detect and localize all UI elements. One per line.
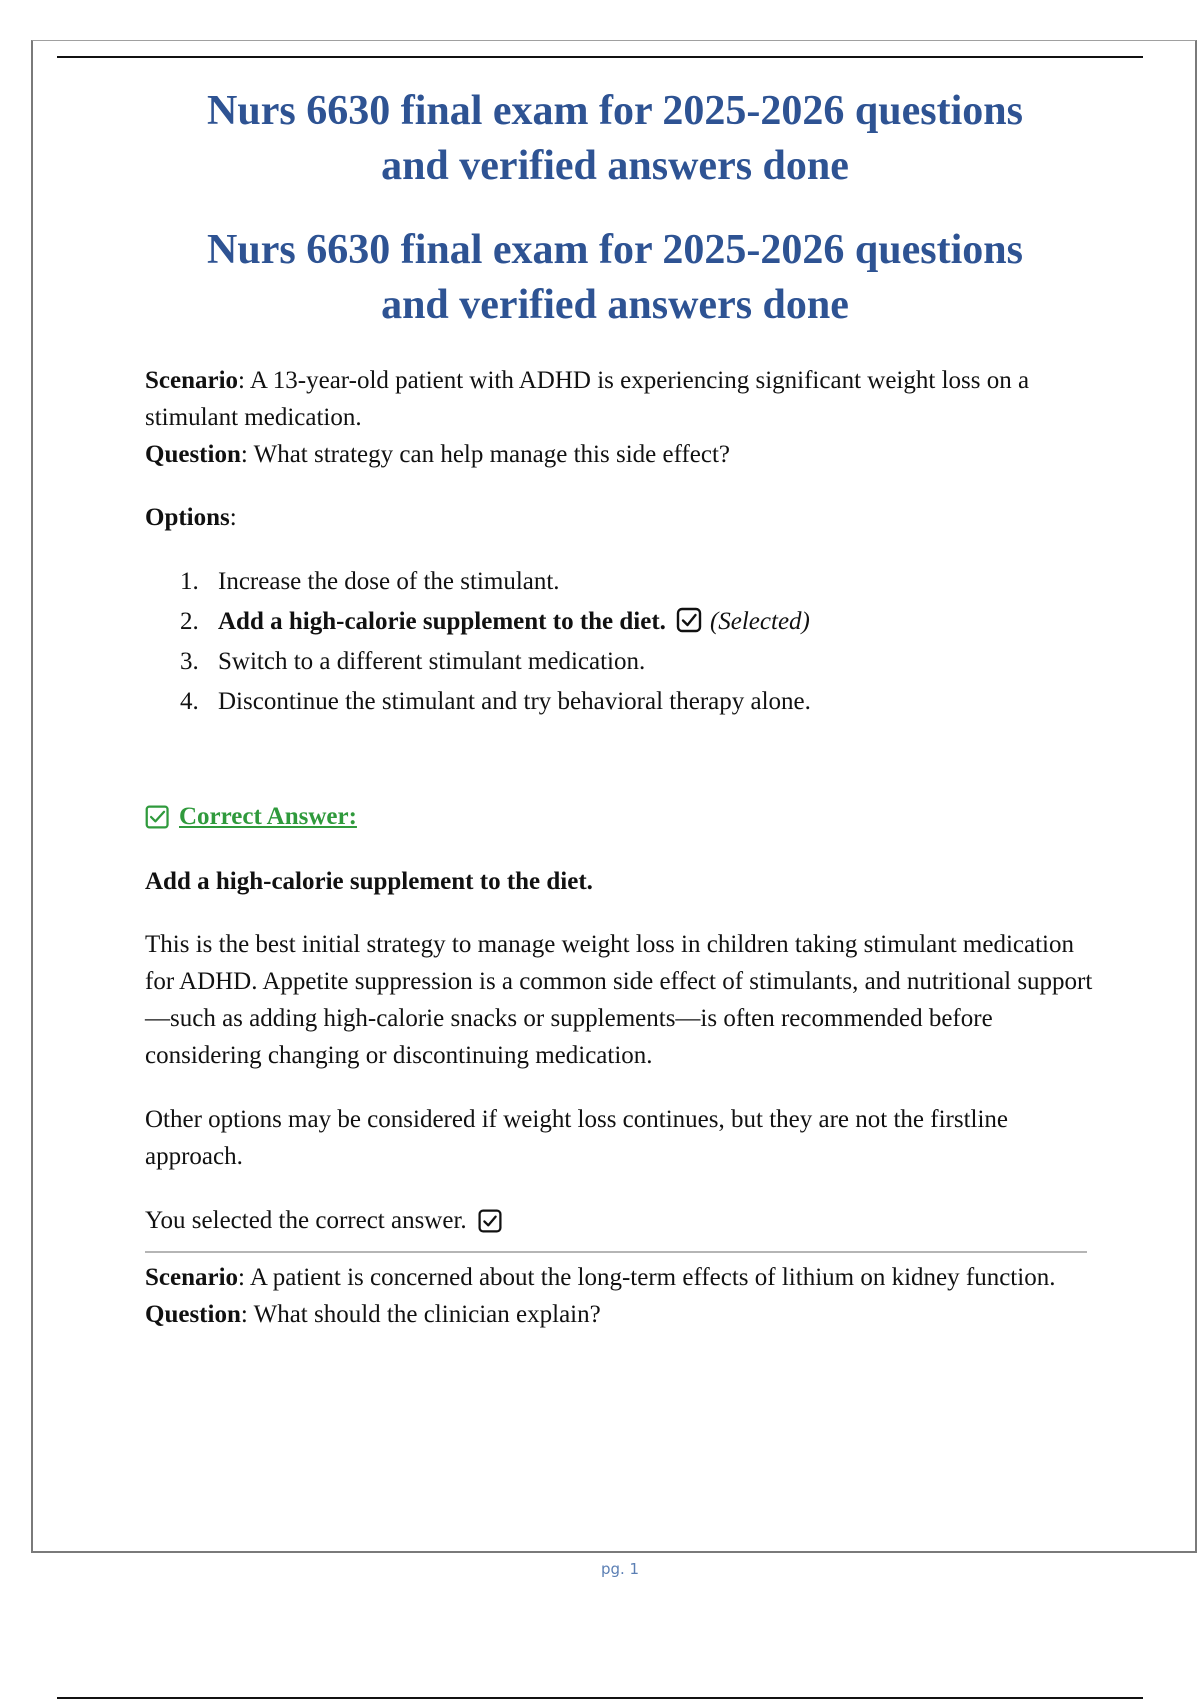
page-number: pg. 1 <box>600 1560 640 1578</box>
option-text: Switch to a different stimulant medication. <box>218 648 646 675</box>
option-item <box>180 562 1095 602</box>
scenario-label: Scenario <box>145 367 239 394</box>
option-text: Increase the dose of the stimulant. <box>218 568 560 595</box>
confirmation-line <box>145 1202 1095 1239</box>
options-colon: : <box>229 504 237 531</box>
question1-question <box>145 436 1095 473</box>
options-label: Options <box>145 504 230 531</box>
scenario-text: : A patient is concerned about the long-term effects of lithium on kidney function. <box>238 1264 1056 1291</box>
option-text: Add a high-calorie supplement to the diet. <box>218 608 666 635</box>
question-text: : What should the clinician explain? <box>240 1301 601 1328</box>
question-label: Question <box>145 441 241 468</box>
title-line-2: and verified answers done <box>381 143 849 189</box>
question-text: : What strategy can help manage this side effect? <box>240 441 731 468</box>
title-repeat-line-1: Nurs 6630 final exam for 2025-2026 questions <box>207 227 1023 273</box>
options-heading <box>145 499 1095 536</box>
option-item <box>180 642 1095 682</box>
title-repeat-line-2: and verified answers done <box>381 282 849 328</box>
option-text: Discontinue the stimulant and try behavioral therapy alone. <box>218 688 811 715</box>
section-divider <box>145 1251 1087 1253</box>
explanation-paragraph-2: Other options may be considered if weight loss continues, but they are not the firstline approach. <box>145 1106 1009 1170</box>
scenario-text: : A 13-year-old patient with ADHD is experiencing significant weight loss on a stimulant medication. <box>145 367 1030 431</box>
option-item <box>180 682 1095 722</box>
options-list <box>145 562 1095 722</box>
question1-scenario <box>145 362 1095 436</box>
option-number: 3. <box>180 648 199 675</box>
correct-answer-heading <box>145 798 1095 835</box>
question2-scenario <box>145 1259 1095 1296</box>
option-item-selected <box>180 602 1095 642</box>
confirmation-text: You selected the correct answer. <box>145 1207 467 1234</box>
correct-answer-text: Add a high-calorie supplement to the diet. <box>145 868 593 895</box>
option-number: 1. <box>180 568 199 595</box>
document-title <box>150 84 1080 194</box>
option-number: 4. <box>180 688 199 715</box>
title-line-1: Nurs 6630 final exam for 2025-2026 questions <box>207 88 1023 134</box>
check-box-icon <box>477 1208 503 1234</box>
bottom-rule <box>57 1697 1143 1699</box>
question2-question <box>145 1296 1095 1333</box>
explanation-paragraph-1: This is the best initial strategy to manage weight loss in children taking stimulant medication for ADHD. Appetite suppression is a common side effect of stimulants, and nutritional support—such as adding high-calorie snacks or supplements—is often recommended before considering changing or discontinuing medication. <box>145 931 1093 1069</box>
document-body <box>145 362 1095 1333</box>
correct-heading-text: Correct Answer: <box>179 803 357 830</box>
selected-note: (Selected) <box>709 608 810 635</box>
top-rule <box>57 56 1143 58</box>
question-label: Question <box>145 1301 241 1328</box>
scenario-label: Scenario <box>145 1264 239 1291</box>
check-box-icon <box>676 607 702 633</box>
document-title-repeat <box>150 223 1080 333</box>
option-number: 2. <box>180 608 199 635</box>
check-box-icon <box>145 804 171 830</box>
